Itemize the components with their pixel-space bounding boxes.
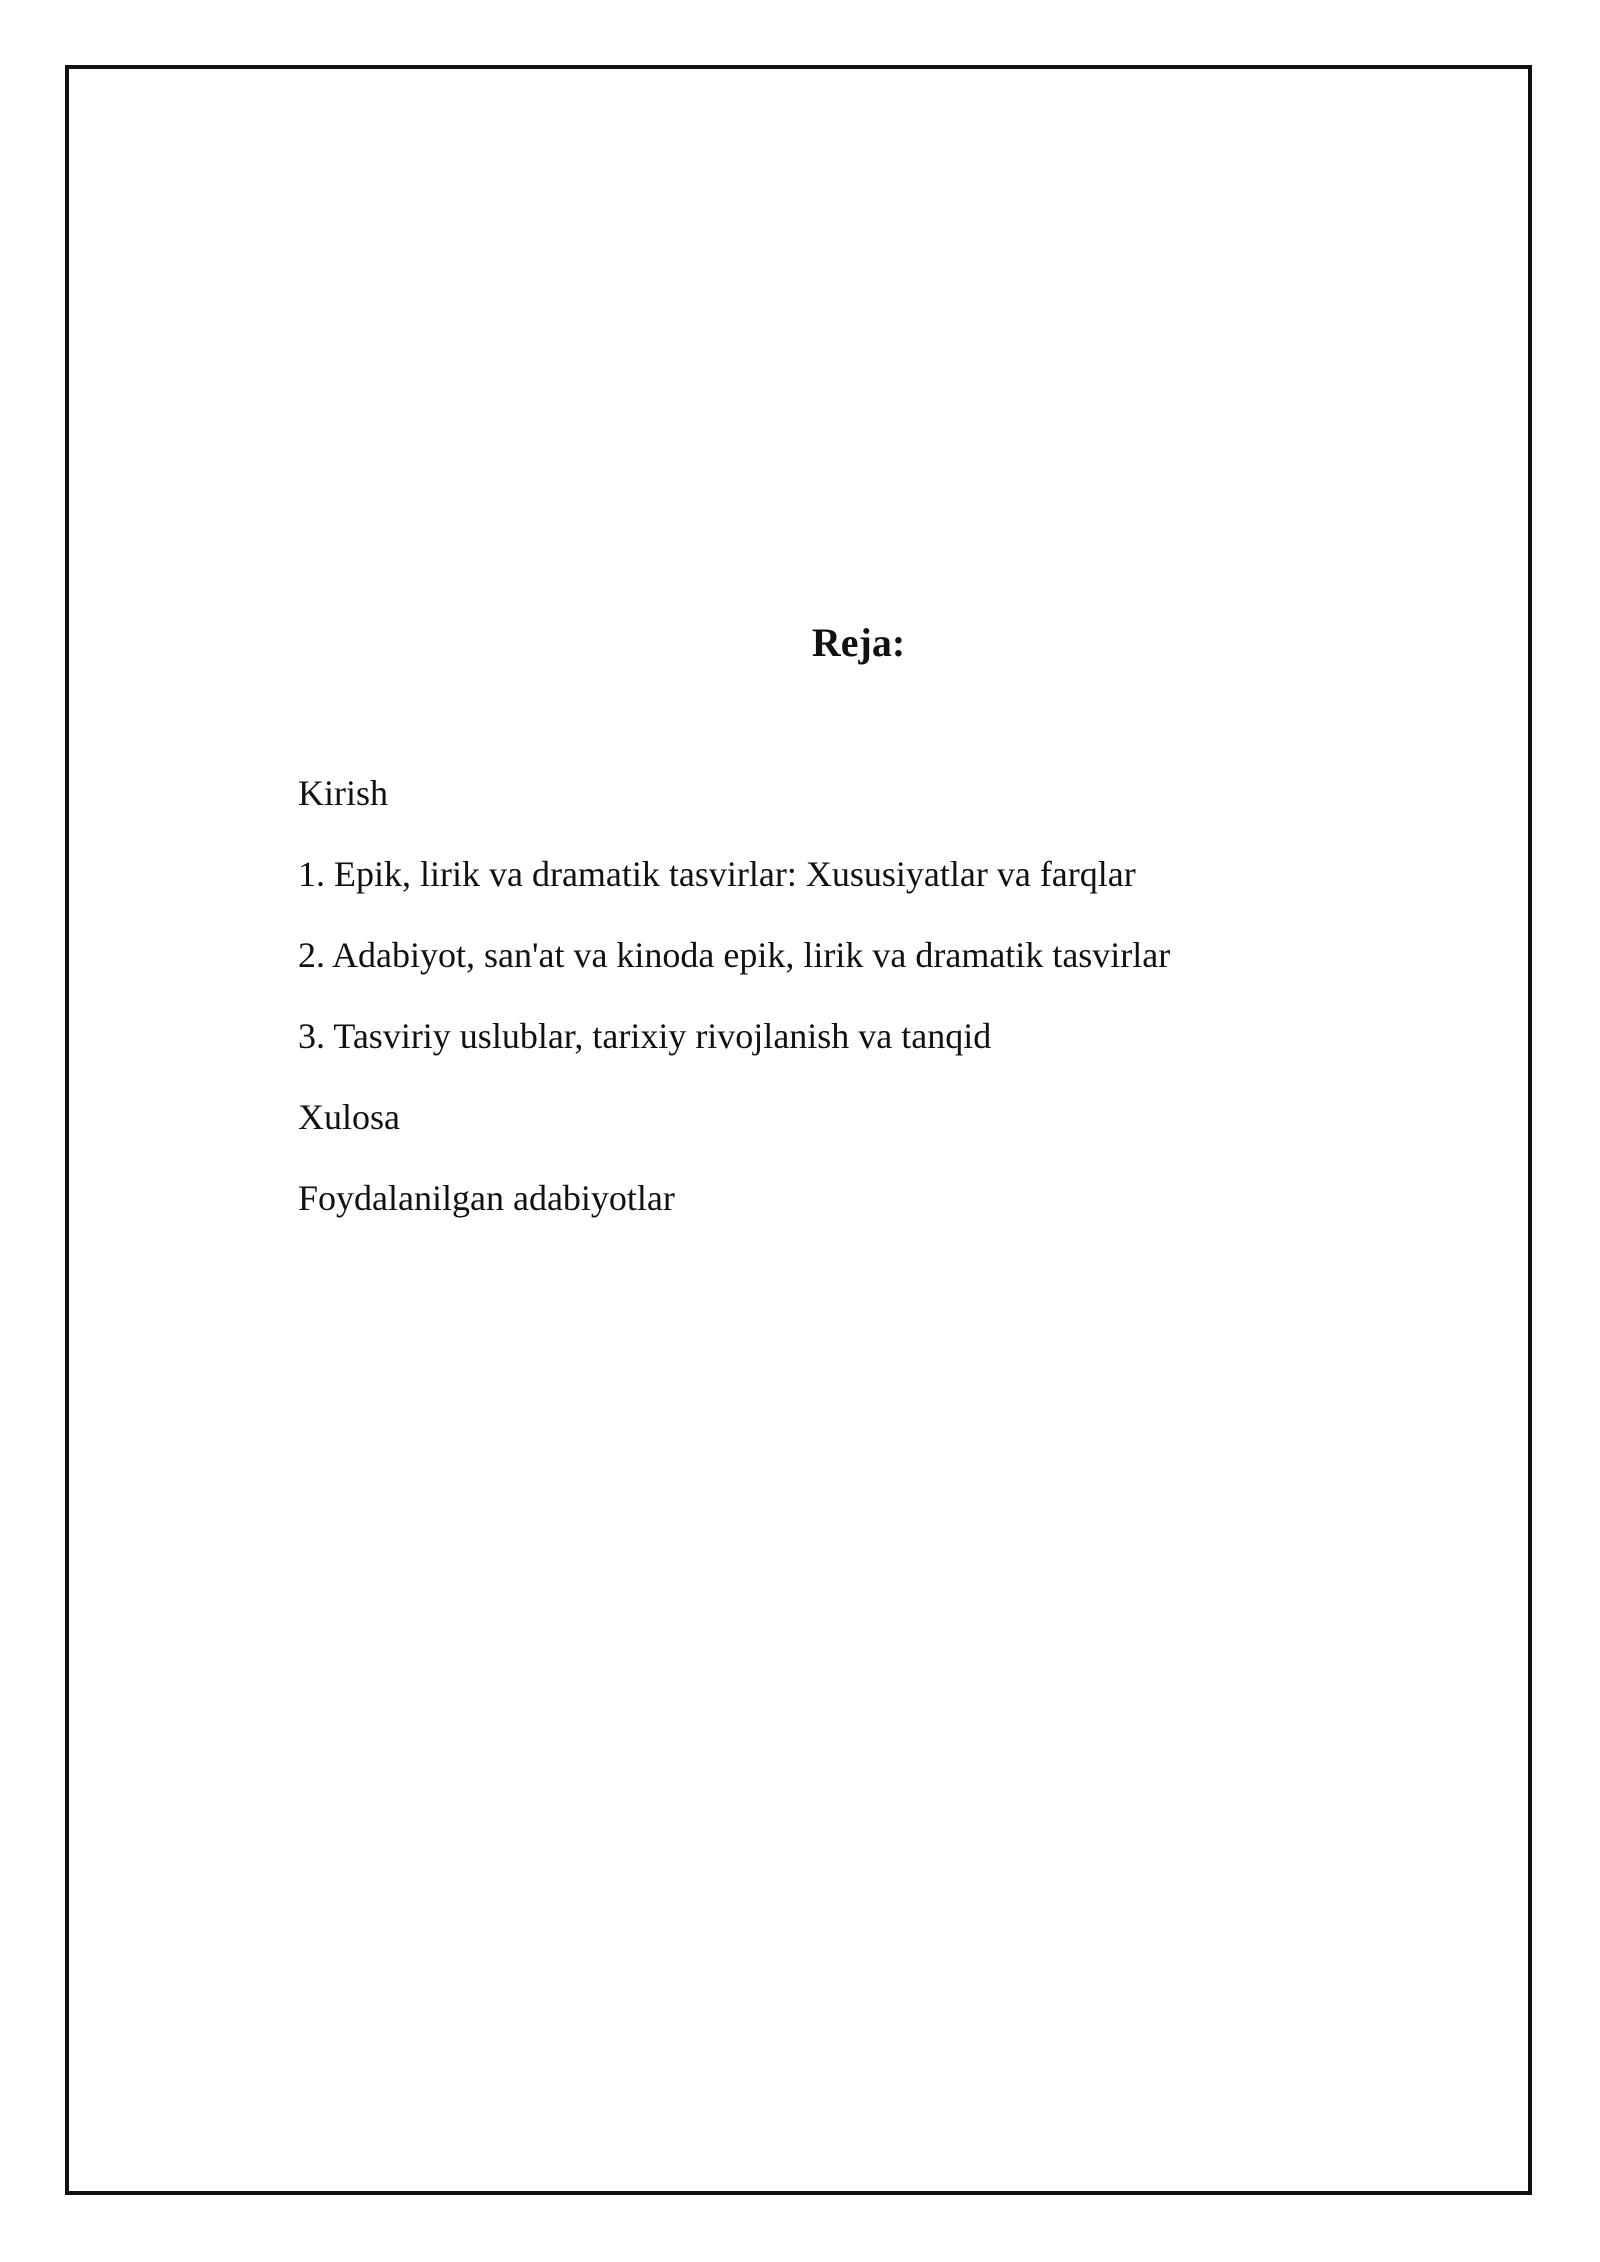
- toc-item-conclusion: Xulosa: [298, 1097, 400, 1137]
- page-title: Reja:: [811, 620, 906, 665]
- toc-item-section-2: 2. Adabiyot, san'at va kinoda epik, lirik va dramatik tasvirlar: [298, 935, 1171, 975]
- toc-item-introduction: Kirish: [298, 773, 388, 813]
- table-of-contents: [298, 771, 1170, 1257]
- toc-item-section-3: 3. Tasviriy uslublar, tarixiy rivojlanish va tanqid: [298, 1016, 992, 1056]
- toc-item-section-1: 1. Epik, lirik va dramatik tasvirlar: Xususiyatlar va farqlar: [298, 854, 1136, 894]
- toc-item-references: Foydalanilgan adabiyotlar: [298, 1178, 675, 1218]
- page-frame: [65, 65, 1532, 2195]
